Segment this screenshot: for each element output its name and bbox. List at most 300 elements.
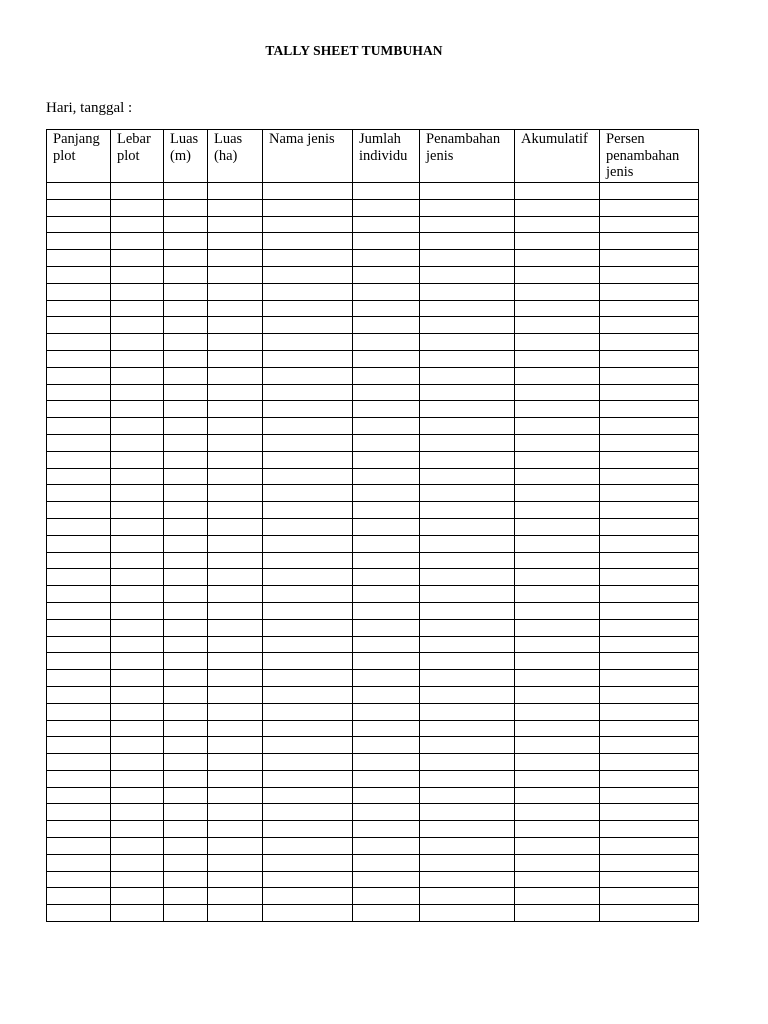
column-header-jumlah-individu: Jumlah individu [353,130,420,183]
column-header-luas-m: Luas (m) [164,130,208,183]
table-row [47,502,699,519]
table-cell [111,518,164,535]
table-cell [263,367,353,384]
table-cell [600,821,699,838]
table-cell [164,216,208,233]
table-cell [263,216,353,233]
table-cell [353,250,420,267]
table-cell [164,552,208,569]
table-cell [263,871,353,888]
table-cell [263,737,353,754]
table-cell [263,821,353,838]
table-cell [515,770,600,787]
table-cell [600,233,699,250]
table-cell [208,216,263,233]
table-row [47,720,699,737]
table-cell [208,821,263,838]
table-cell [111,502,164,519]
table-cell [515,317,600,334]
table-cell [164,350,208,367]
table-cell [263,401,353,418]
table-cell [164,569,208,586]
table-row [47,518,699,535]
table-row [47,317,699,334]
table-cell [164,468,208,485]
table-cell [263,233,353,250]
tally-table [46,129,699,922]
table-cell [263,686,353,703]
table-cell [47,283,111,300]
table-cell [111,233,164,250]
table-cell [47,871,111,888]
table-cell [353,350,420,367]
table-cell [420,384,515,401]
table-cell [47,670,111,687]
table-cell [515,602,600,619]
table-row [47,787,699,804]
table-cell [515,720,600,737]
table-cell [263,535,353,552]
table-cell [111,888,164,905]
table-row [47,770,699,787]
table-cell [111,317,164,334]
table-row [47,653,699,670]
table-cell [353,266,420,283]
table-cell [47,619,111,636]
table-row [47,266,699,283]
table-cell [111,602,164,619]
table-cell [353,821,420,838]
column-header-akumulatif: Akumulatif [515,130,600,183]
table-cell [600,317,699,334]
table-cell [47,686,111,703]
table-cell [600,434,699,451]
table-cell [600,451,699,468]
table-cell [208,233,263,250]
table-cell [515,216,600,233]
table-cell [515,535,600,552]
table-cell [164,199,208,216]
table-row [47,183,699,200]
table-cell [111,468,164,485]
table-cell [208,854,263,871]
table-cell [420,468,515,485]
table-cell [111,183,164,200]
table-cell [353,552,420,569]
table-row [47,535,699,552]
table-cell [111,787,164,804]
table-cell [208,586,263,603]
table-cell [164,401,208,418]
table-cell [515,737,600,754]
table-cell [47,266,111,283]
table-cell [111,401,164,418]
table-cell [208,367,263,384]
table-cell [263,804,353,821]
table-cell [515,905,600,922]
table-cell [515,552,600,569]
table-cell [164,250,208,267]
table-cell [111,703,164,720]
table-cell [600,787,699,804]
table-cell [353,485,420,502]
table-cell [208,300,263,317]
table-cell [515,888,600,905]
table-cell [164,888,208,905]
table-cell [263,602,353,619]
table-cell [164,434,208,451]
table-cell [263,636,353,653]
table-cell [164,183,208,200]
table-cell [353,602,420,619]
table-cell [600,216,699,233]
table-cell [47,703,111,720]
table-row [47,468,699,485]
table-cell [353,535,420,552]
table-cell [111,569,164,586]
table-cell [353,283,420,300]
table-cell [600,552,699,569]
table-cell [164,586,208,603]
table-cell [353,888,420,905]
table-cell [164,384,208,401]
table-cell [164,334,208,351]
table-cell [263,451,353,468]
table-cell [600,485,699,502]
header-row [47,130,699,183]
table-cell [515,754,600,771]
table-cell [515,703,600,720]
table-cell [515,266,600,283]
table-row [47,199,699,216]
document-title: TALLY SHEET TUMBUHAN [265,43,443,58]
table-cell [208,804,263,821]
table-cell [208,787,263,804]
table-cell [111,821,164,838]
table-cell [600,569,699,586]
table-row [47,871,699,888]
table-cell [420,636,515,653]
table-cell [420,619,515,636]
table-cell [47,888,111,905]
table-cell [47,434,111,451]
table-cell [515,468,600,485]
table-cell [353,401,420,418]
table-cell [208,418,263,435]
table-cell [600,250,699,267]
table-cell [600,737,699,754]
table-cell [208,468,263,485]
table-cell [420,350,515,367]
table-cell [111,737,164,754]
table-cell [47,821,111,838]
table-cell [515,183,600,200]
table-cell [208,266,263,283]
table-cell [111,552,164,569]
table-cell [353,905,420,922]
table-row [47,384,699,401]
table-cell [263,838,353,855]
table-cell [420,602,515,619]
table-cell [515,367,600,384]
table-cell [208,653,263,670]
table-cell [111,250,164,267]
table-cell [208,451,263,468]
table-cell [263,518,353,535]
table-cell [208,502,263,519]
table-cell [208,334,263,351]
table-cell [353,451,420,468]
table-cell [47,468,111,485]
table-row [47,619,699,636]
table-cell [263,569,353,586]
table-cell [208,384,263,401]
table-cell [353,468,420,485]
table-row [47,737,699,754]
table-row [47,451,699,468]
table-row [47,485,699,502]
column-header-luas-ha: Luas (ha) [208,130,263,183]
table-row [47,754,699,771]
table-cell [263,854,353,871]
table-cell [208,317,263,334]
table-cell [47,250,111,267]
table-cell [353,737,420,754]
table-cell [263,250,353,267]
table-cell [420,787,515,804]
table-cell [208,183,263,200]
table-cell [111,266,164,283]
table-cell [515,485,600,502]
table-cell [600,384,699,401]
table-cell [263,183,353,200]
table-cell [164,636,208,653]
table-cell [47,552,111,569]
table-row [47,670,699,687]
table-cell [600,854,699,871]
table-cell [515,653,600,670]
table-cell [515,434,600,451]
table-cell [164,283,208,300]
table-cell [353,653,420,670]
table-row [47,233,699,250]
table-cell [164,451,208,468]
table-cell [164,535,208,552]
table-cell [164,619,208,636]
table-cell [600,586,699,603]
table-cell [353,804,420,821]
table-cell [353,233,420,250]
table-cell [208,602,263,619]
table-cell [600,838,699,855]
table-cell [600,602,699,619]
table-cell [353,418,420,435]
table-cell [47,233,111,250]
table-cell [353,384,420,401]
table-cell [263,199,353,216]
table-cell [420,317,515,334]
table-cell [515,334,600,351]
table-cell [164,502,208,519]
table-cell [164,720,208,737]
table-cell [515,518,600,535]
table-cell [208,569,263,586]
table-cell [111,367,164,384]
table-cell [208,434,263,451]
table-cell [111,871,164,888]
table-row [47,552,699,569]
table-cell [263,502,353,519]
table-cell [420,838,515,855]
table-row [47,586,699,603]
table-cell [47,451,111,468]
table-row [47,401,699,418]
table-cell [164,787,208,804]
table-cell [208,871,263,888]
table-cell [111,636,164,653]
table-cell [353,720,420,737]
column-header-persen-penambahan-jenis: Persen penambahan jenis [600,130,699,183]
table-cell [600,518,699,535]
table-cell [353,871,420,888]
table-cell [515,670,600,687]
table-cell [47,199,111,216]
table-cell [420,334,515,351]
table-cell [164,854,208,871]
table-cell [47,300,111,317]
table-cell [47,334,111,351]
table-cell [164,737,208,754]
table-cell [420,183,515,200]
table-cell [263,586,353,603]
table-cell [111,804,164,821]
table-cell [47,754,111,771]
table-cell [208,686,263,703]
table-cell [353,183,420,200]
table-cell [420,888,515,905]
table-cell [47,350,111,367]
table-cell [111,216,164,233]
table-cell [47,518,111,535]
table-cell [164,703,208,720]
table-cell [47,418,111,435]
table-cell [600,754,699,771]
table-cell [263,770,353,787]
table-cell [111,350,164,367]
table-row [47,636,699,653]
table-cell [420,653,515,670]
table-row [47,300,699,317]
tally-table-body [47,183,699,922]
table-cell [420,804,515,821]
table-cell [515,636,600,653]
table-cell [353,199,420,216]
table-cell [420,535,515,552]
table-cell [111,334,164,351]
table-cell [263,619,353,636]
table-cell [515,350,600,367]
table-cell [208,636,263,653]
table-cell [420,434,515,451]
table-cell [164,838,208,855]
table-cell [111,283,164,300]
table-cell [600,350,699,367]
table-cell [208,401,263,418]
table-cell [164,653,208,670]
table-cell [600,703,699,720]
table-cell [111,770,164,787]
table-cell [47,720,111,737]
table-cell [353,586,420,603]
table-cell [420,199,515,216]
table-cell [515,199,600,216]
table-cell [600,183,699,200]
table-cell [111,199,164,216]
table-cell [600,905,699,922]
table-cell [111,384,164,401]
table-cell [420,518,515,535]
table-cell [353,636,420,653]
table-cell [164,233,208,250]
table-cell [263,485,353,502]
table-cell [600,418,699,435]
table-cell [208,670,263,687]
table-cell [263,905,353,922]
table-cell [111,905,164,922]
table-cell [111,854,164,871]
table-cell [600,720,699,737]
table-cell [420,686,515,703]
column-header-nama-jenis: Nama jenis [263,130,353,183]
table-cell [263,787,353,804]
table-cell [353,787,420,804]
table-cell [600,468,699,485]
table-cell [208,888,263,905]
table-cell [515,250,600,267]
table-cell [420,367,515,384]
table-cell [420,821,515,838]
table-row [47,854,699,871]
table-cell [208,720,263,737]
table-row [47,367,699,384]
table-cell [208,283,263,300]
table-cell [47,317,111,334]
table-cell [600,334,699,351]
column-header-panjang-plot: Panjang plot [47,130,111,183]
table-cell [353,334,420,351]
table-row [47,905,699,922]
table-cell [600,300,699,317]
table-cell [515,401,600,418]
table-cell [515,787,600,804]
table-cell [164,266,208,283]
table-cell [47,636,111,653]
table-cell [164,485,208,502]
table-cell [353,300,420,317]
table-cell [208,199,263,216]
table-cell [353,754,420,771]
table-cell [164,821,208,838]
table-cell [164,418,208,435]
table-cell [164,518,208,535]
table-cell [111,485,164,502]
table-cell [600,535,699,552]
table-cell [47,569,111,586]
table-cell [600,619,699,636]
table-cell [263,266,353,283]
table-row [47,434,699,451]
table-cell [111,754,164,771]
